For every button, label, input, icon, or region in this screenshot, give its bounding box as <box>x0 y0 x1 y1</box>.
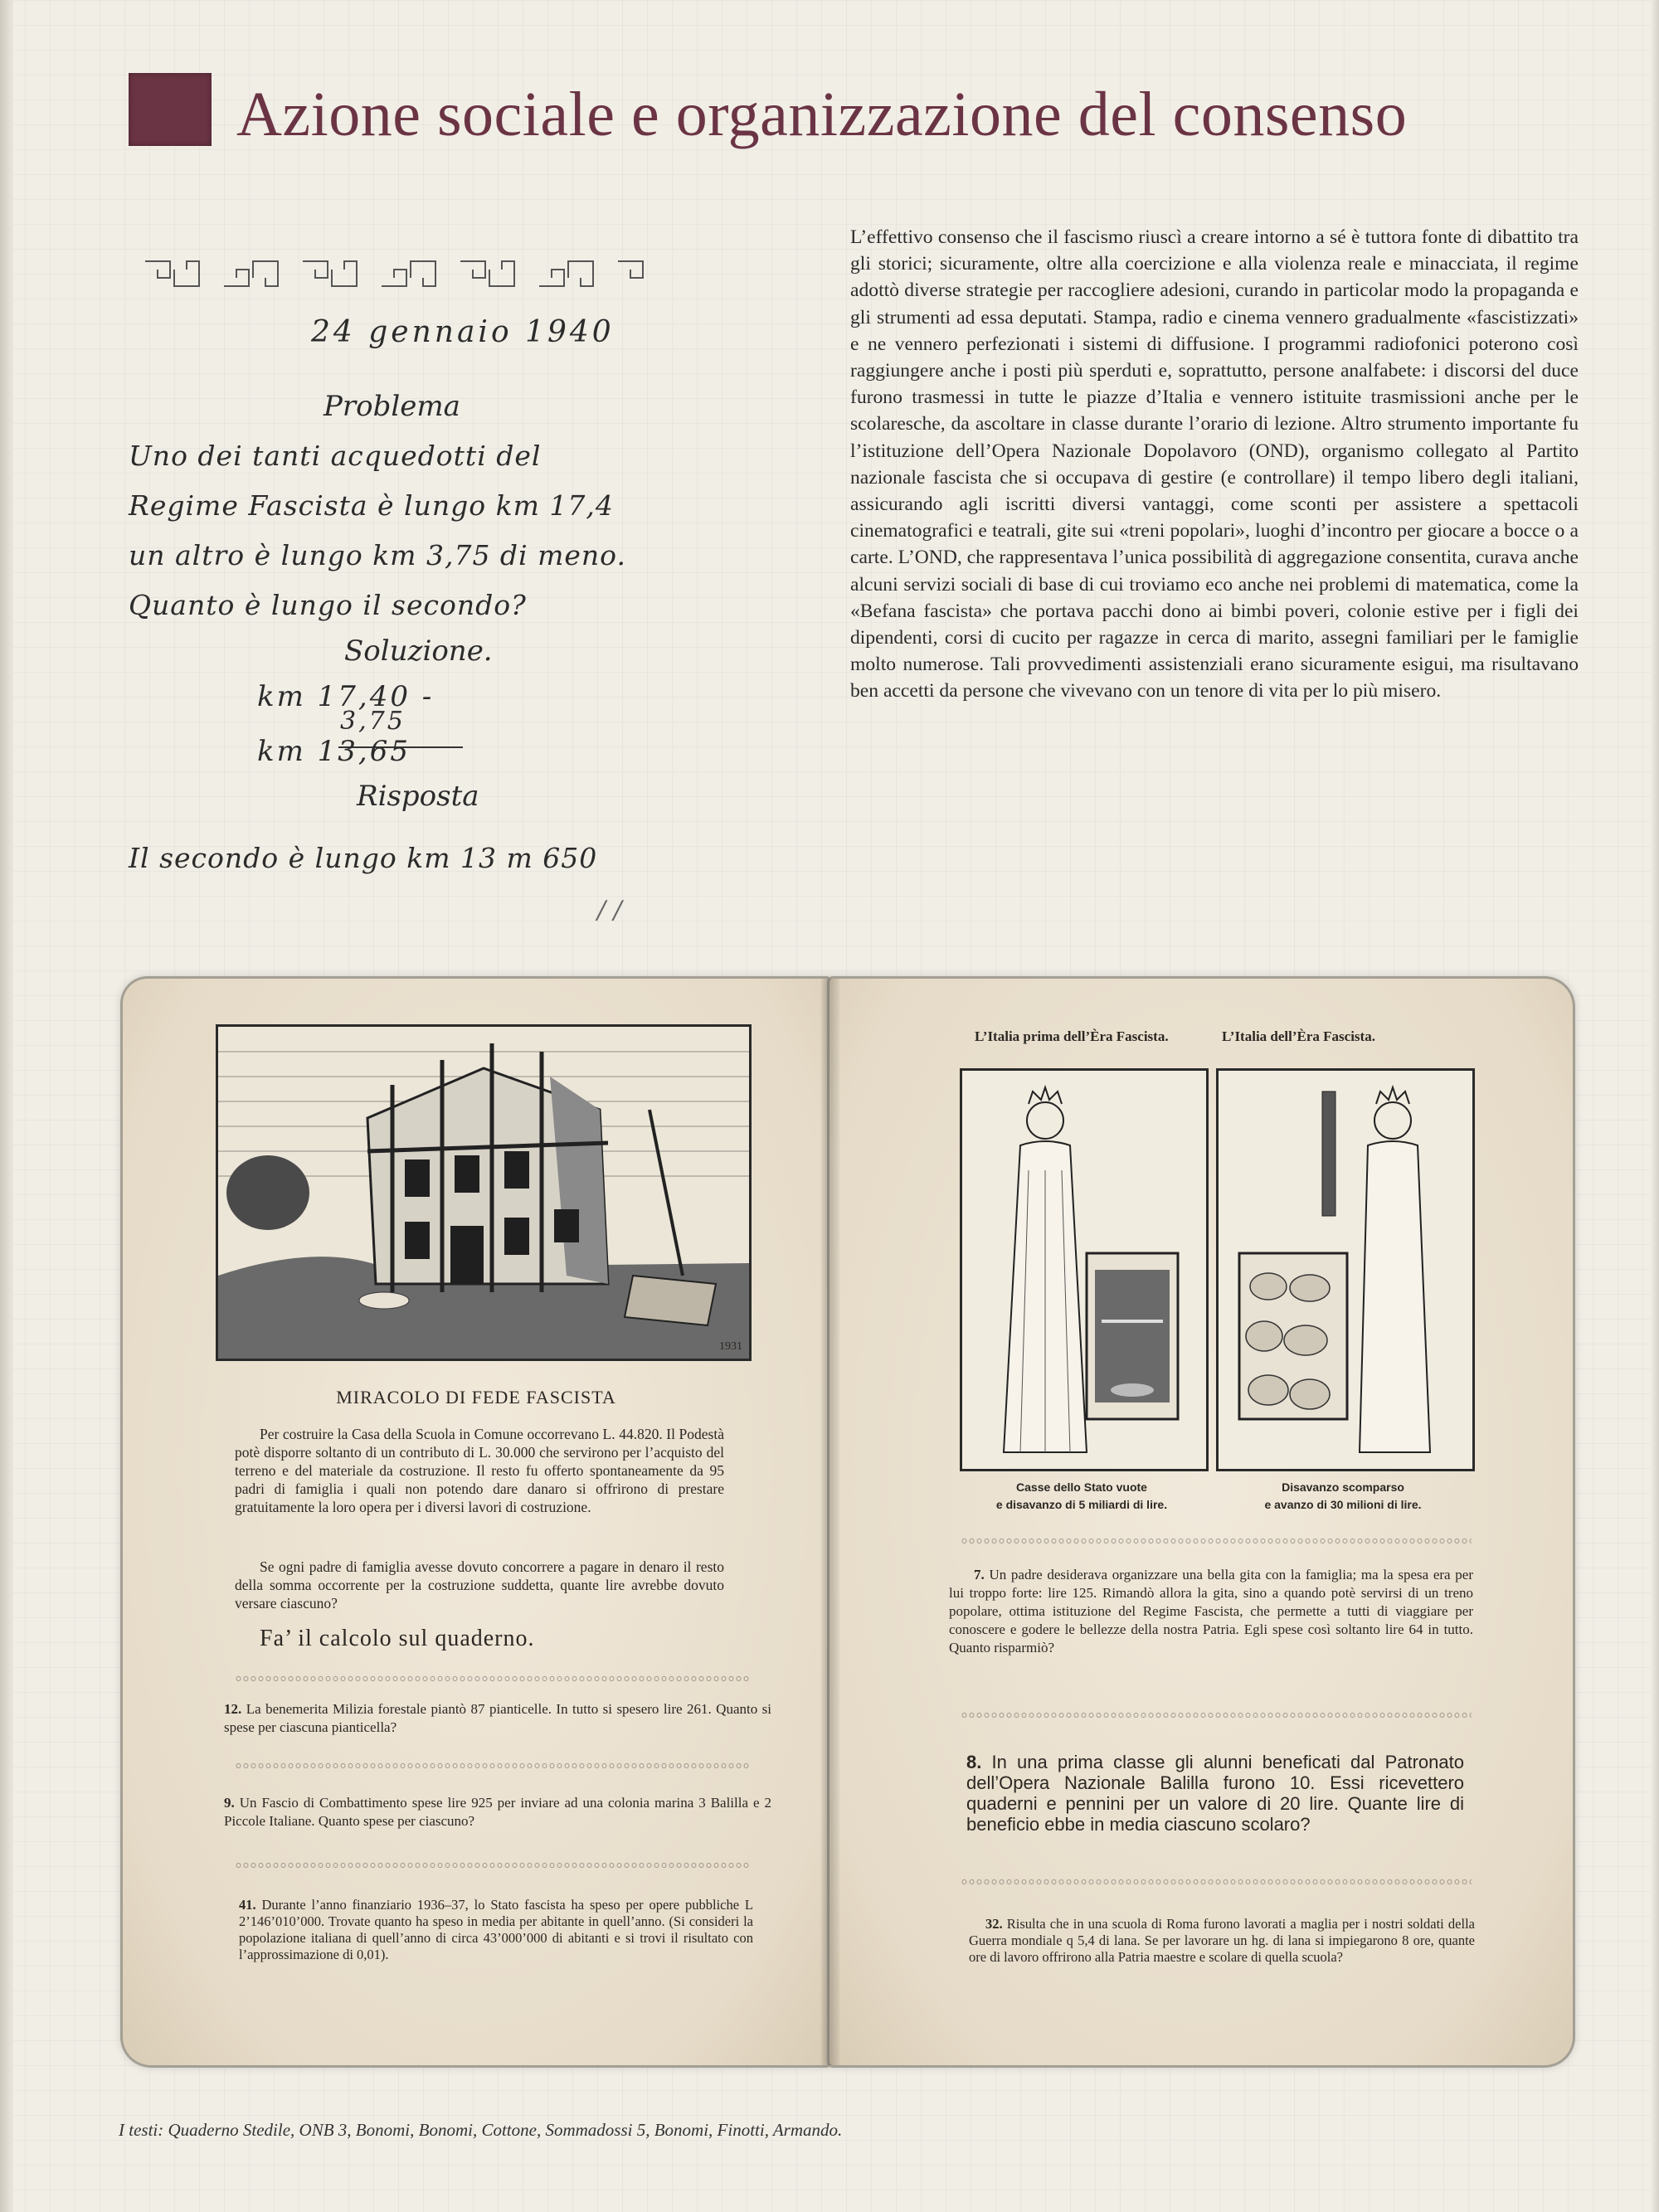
notebook-calc-subtrahend: 3,75 <box>340 707 406 736</box>
caption-line: Casse dello Stato vuote <box>1016 1480 1147 1494</box>
italy-before-caption <box>960 1479 1204 1514</box>
problem-text: Un Fascio di Combattimento spese lire 925 per inviare ad una colonia marina 3 Balilla e 2 Piccole Italiane. Quanto spese per ciascuno? <box>224 1795 772 1829</box>
caption-line: e disavanzo di 5 miliardi di lire. <box>995 1498 1168 1511</box>
book-fold-shadow <box>821 979 839 2065</box>
textbook-spread <box>123 979 1573 2065</box>
ornament-divider <box>961 1879 1472 1885</box>
ornament-divider <box>961 1712 1472 1719</box>
notebook-excerpt <box>116 241 680 937</box>
notebook-problem-line: Uno dei tanti acquedotti del <box>129 440 542 472</box>
problem-item <box>969 1916 1475 1966</box>
notebook-check-marks: / / <box>597 896 622 925</box>
problem-number: 7. <box>974 1567 985 1582</box>
notebook-problem-line: Quanto è lungo il secondo? <box>129 589 527 621</box>
intro-paragraph: L’effettivo consenso che il fascismo riuscì a creare intorno a sé è tuttora fonte di dibattito tra gli storici; sicuramente, oltre alla coercizione e alla violenza reale e minacciata, il regime adottò diverse strategie per raccogliere adesioni, curando in particolar modo la propaganda e gli strumenti ad essa deputati. Stampa, radio e cinema vennero gradualmente «fascistizzati» e ne vennero perfezionati i sistemi di diffusione. I programmi radiofonici poterono così raggiungere anche i posti più sperduti e, soprattutto, persone analfabete: i discorsi del duce furono trasmessi in tutte le piazze d’Italia e vennero istituite trasmissioni anche per le scolaresche, da ascoltare in classe durante l’orario di lezione. Altro strumento importante fu l’istituzione dell’Opera Nazionale Dopolavoro (OND), organismo collegato al Partito nazionale fascista che si occupava di gestire (e controllare) il tempo libero degli italiani, assicurando agli iscritti diversi vantaggi, come sconti per assistere a spettacoli cinematografici e teatrali, gite sui «treni popolari», luoghi d’incontro per giocare a bocce o a carte. L’OND, che rappresentava l’unica possibilità di aggregazione consentita, curava anche alcuni servizi sociali di base di cui troviamo eco anche nei problemi di matematica, come la «Befana fascista» che portava pacchi dono ai bimbi poveri, colonie estive per i figli dei dipendenti, corsi di cucito per ragazze in cerca di marito, assegni familiari per le famiglie molto numerose. Tali provvedimenti assistenziali erano sicuramente esigui, ma risultavano ben accetti da persone che vivevano con un tenore di vita per lo più misero. <box>850 226 1579 702</box>
right-page <box>830 979 1573 2065</box>
ornament-divider <box>235 1862 749 1869</box>
problem-number: 12. <box>224 1701 242 1717</box>
italy-after-illustration <box>1216 1068 1475 1471</box>
title-square-marker <box>129 73 212 146</box>
notebook-answer-heading: Risposta <box>357 780 479 813</box>
ornament-divider <box>235 1675 749 1682</box>
left-page-instruction: Fa’ il calcolo sul quaderno. <box>260 1626 535 1651</box>
problem-text: Un padre desiderava organizzare una bella gita con la famiglia; ma la spesa era per lui troppo forte: lire 125. Rimandò allora la gita, sino a quando potè servirsi di un treno popolare, ottima istituzione del Regime Fascista, che permette a tutti di viaggiare per conoscere e godere le bellezze della nostra Patria. Egli spese così soltanto lire 64 in tutto. Quanto risparmiò? <box>949 1567 1474 1655</box>
italia-full-safe-icon <box>1219 1071 1472 1469</box>
problem-item <box>224 1700 771 1737</box>
notebook-solution-heading: Soluzione. <box>344 634 493 668</box>
problem-number: 32. <box>985 1916 1003 1932</box>
italy-after-heading: L’Italia dell’Èra Fascista. <box>1222 1028 1375 1044</box>
caption-line: Disavanzo scomparso <box>1282 1480 1404 1494</box>
notebook-calc-result: km 13,65 <box>257 735 411 768</box>
page-title: Azione sociale e organizzazione del consenso <box>236 80 1408 149</box>
panel-left-edge <box>0 0 13 2212</box>
problem-number: 41. <box>239 1897 256 1913</box>
problem-text: Durante l’anno finanziario 1936–37, lo Stato fascista ha speso per opere pubbliche L 2’146’010’000. Trovate quanto ha speso in media per abitante in quell’anno. (Si consideri la popolazione italiana di quell’anno di circa 43’000’000 di abitanti e si trovi il risultato con l’approssimazione di 0,01). <box>239 1897 754 1962</box>
italy-after-caption <box>1216 1479 1470 1514</box>
illustration-signature: 1931 <box>719 1340 742 1353</box>
left-page-paragraph: Per costruire la Casa della Scuola in Comune occorrevano L. 44.820. Il Podestà potè disporre soltanto di un contributo di L. 30.000 che servirono per l’acquisto del terreno e del materiale da costruzione. Il resto fu offerto spontaneamente da 95 padri di famiglia i quali non potendo dare danaro si offrirono di prestare gratuitamente la loro opera per i diversi lavori di costruzione. <box>235 1426 724 1515</box>
ornament-divider <box>235 1762 749 1769</box>
italia-empty-safe-icon <box>962 1071 1206 1469</box>
problem-number: 8. <box>966 1752 982 1772</box>
ornament-divider <box>961 1538 1472 1544</box>
problem-item <box>239 1897 753 1963</box>
left-page-paragraph: Se ogni padre di famiglia avesse dovuto concorrere a pagare in denaro il resto della somma occorrente per la costruzione suddetta, quante lire avrebbe dovuto versare ciascuno? <box>235 1558 724 1612</box>
problem-item <box>224 1794 771 1830</box>
text-credits: I testi: Quaderno Stedile, ONB 3, Bonomi, Bonomi, Cottone, Sommadossi 5, Bonomi, Finotti, Armando. <box>119 2120 843 2140</box>
problem-number: 9. <box>224 1795 235 1811</box>
building-construction-icon <box>218 1027 749 1359</box>
left-page <box>123 979 830 2065</box>
notebook-problem-line: Regime Fascista è lungo km 17,4 <box>129 489 614 522</box>
problem-text: In una prima classe gli alunni beneficati dal Patronato dell’Opera Nazionale Balilla furono 10. Essi ricevettero quaderni e pennini per un valore di 20 lire. Quante lire di beneficio ebbe in media ciascuno scolaro? <box>966 1752 1464 1835</box>
panel-right-edge <box>1651 0 1659 2212</box>
notebook-answer: Il secondo è lungo km 13 m 650 <box>129 842 598 874</box>
italy-before-heading: L’Italia prima dell’Èra Fascista. <box>975 1028 1169 1044</box>
notebook-calc-minuend: km 17,40 - <box>257 680 435 713</box>
problem-text: Risulta che in una scuola di Roma furono lavorati a maglia per i nostri soldati della Guerra mondiale q 5,4 di lana. Se per lavorare un hg. di lana si impiegarono 8 ore, quante ore di lavoro offrirono alla Patria maestre e scolare di quella scuola? <box>969 1916 1475 1965</box>
problem-item <box>966 1752 1464 1835</box>
caption-line: e avanzo di 30 milioni di lire. <box>1264 1498 1422 1511</box>
problem-item <box>949 1566 1473 1657</box>
left-page-title: MIRACOLO DI FEDE FASCISTA <box>336 1387 616 1407</box>
school-construction-illustration <box>216 1024 752 1361</box>
italy-before-illustration <box>960 1068 1209 1471</box>
notebook-problem-heading: Problema <box>324 390 460 423</box>
problem-text: La benemerita Milizia forestale piantò 87 pianticelle. In tutto si spesero lire 261. Quanto si spese per ciascuna pianticella? <box>224 1701 771 1735</box>
greek-key-border-icon <box>141 249 672 299</box>
notebook-date: 24 gennaio 1940 <box>311 315 615 349</box>
notebook-problem-line: un altro è lungo km 3,75 di meno. <box>129 539 626 571</box>
